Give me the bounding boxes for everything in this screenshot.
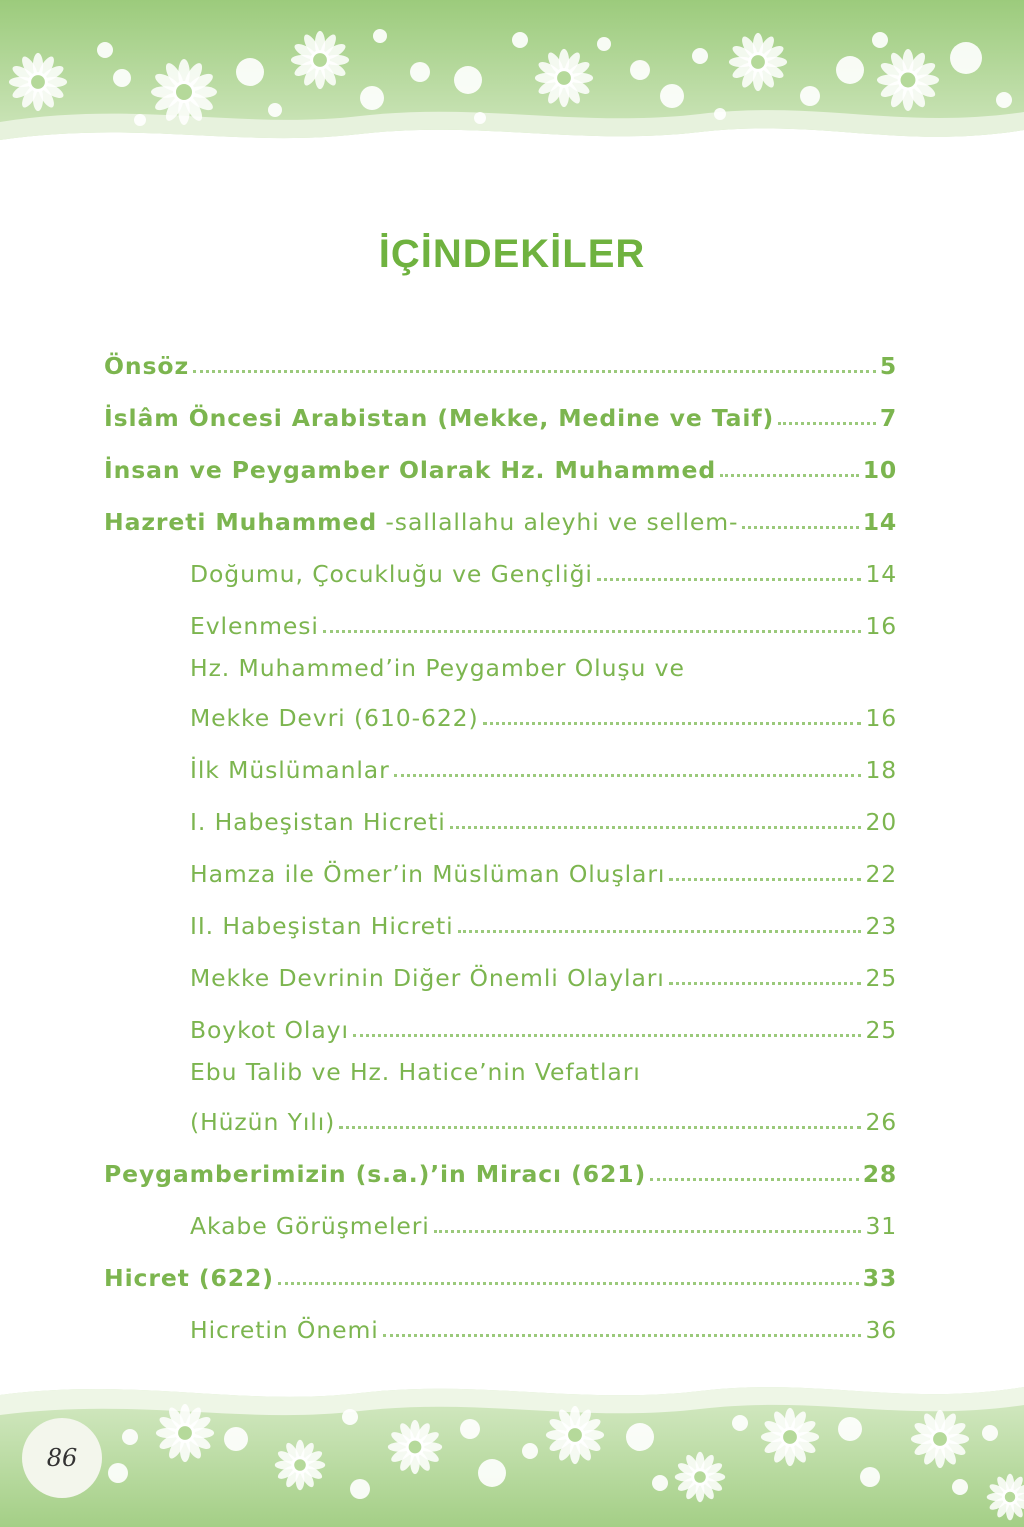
toc-entry-label: Hicretin Önemi (190, 1315, 379, 1344)
dot-decoration (838, 1417, 862, 1441)
toc-entry[interactable] (190, 694, 897, 730)
dot-decoration (714, 108, 726, 120)
toc-page-number: 25 (865, 1015, 897, 1044)
toc-entry-label (104, 1263, 274, 1292)
dot-decoration (660, 84, 684, 108)
dot-decoration (97, 42, 113, 58)
toc-page-number: 5 (879, 351, 897, 380)
floral-band-graphic-bottom (0, 1377, 1024, 1527)
toc-page-number: 14 (862, 507, 897, 536)
toc-page-number: 25 (865, 963, 897, 992)
toc-page-number: 26 (865, 1107, 897, 1136)
dot-decoration (342, 1409, 358, 1425)
toc-entry[interactable] (104, 1254, 897, 1290)
bottom-floral-band (0, 1377, 1024, 1527)
toc-page-number: 14 (865, 559, 897, 588)
toc-entry[interactable] (190, 1098, 897, 1134)
toc-entry-label-line1: Hz. Muhammed’in Peygamber Oluşu ve (190, 654, 685, 682)
toc-entry-label: Akabe Görüşmeleri (190, 1211, 430, 1240)
toc-entry-label (104, 507, 739, 536)
toc-entry-label: Mekke Devrinin Diğer Önemli Olayları (190, 963, 665, 992)
toc-entry-bold-label: İnsan ve Peygamber Olarak Hz. Muhammed (104, 455, 717, 484)
dot-decoration (360, 86, 384, 110)
toc-entry[interactable] (190, 602, 897, 638)
dot-decoration (454, 66, 482, 94)
dot-decoration (460, 1419, 480, 1439)
dot-decoration (860, 1467, 880, 1487)
dot-leader (278, 1282, 859, 1285)
floral-band-graphic (0, 0, 1024, 160)
toc-page-number: 36 (865, 1315, 897, 1344)
toc-entry[interactable] (190, 550, 897, 586)
toc-entry-label: İlk Müslümanlar (190, 755, 390, 784)
toc-entry[interactable] (190, 1202, 897, 1238)
dot-decoration (373, 29, 387, 43)
dot-leader (458, 930, 862, 933)
toc-entry-label: Doğumu, Çocukluğu ve Gençliği (190, 559, 593, 588)
dot-decoration (122, 1429, 138, 1445)
toc-entry-bold-label: İslâm Öncesi Arabistan (Mekke, Medine ve Taif) (104, 403, 775, 432)
toc-entry[interactable] (190, 746, 897, 782)
toc-entry-label-line1: Ebu Talib ve Hz. Hatice’nin Vefatları (190, 1058, 641, 1086)
toc-entry-bold-label: Önsöz (104, 351, 190, 380)
toc-entry-label (104, 403, 775, 432)
dot-decoration (597, 37, 611, 51)
toc-entry[interactable] (190, 954, 897, 990)
toc-page-number: 18 (865, 755, 897, 784)
dot-decoration (982, 1425, 998, 1441)
dot-leader (339, 1126, 861, 1129)
toc-page-number: 23 (865, 911, 897, 940)
toc-entry-label: I. Habeşistan Hicreti (190, 807, 446, 836)
dot-decoration (512, 32, 528, 48)
dot-decoration (224, 1427, 248, 1451)
toc-entry-label: Boykot Olayı (190, 1015, 349, 1044)
toc-entry[interactable] (104, 446, 897, 482)
dot-decoration (522, 1443, 538, 1459)
toc-entry[interactable] (190, 1306, 897, 1342)
dot-decoration (474, 112, 486, 124)
toc-page-number: 16 (865, 703, 897, 732)
toc-entry[interactable] (190, 1006, 897, 1042)
dot-decoration (410, 62, 430, 82)
toc-page-number: 22 (865, 859, 897, 888)
toc-entry[interactable] (104, 394, 897, 430)
toc-entry-label: Mekke Devri (610-622) (190, 703, 479, 732)
dot-decoration (478, 1459, 506, 1487)
toc-entry[interactable] (104, 342, 897, 378)
toc-entry-label (104, 1159, 647, 1188)
dot-decoration (268, 103, 282, 117)
toc-entry[interactable] (190, 850, 897, 886)
dot-decoration (692, 48, 708, 64)
toc-entry-label (104, 351, 190, 380)
toc-entry[interactable] (190, 798, 897, 834)
dot-decoration (236, 58, 264, 86)
dot-leader (193, 370, 876, 373)
dot-leader (669, 982, 862, 985)
dot-decoration (836, 56, 864, 84)
toc-entry[interactable] (104, 1150, 897, 1186)
page-number: 86 (22, 1418, 102, 1498)
toc-page-number: 31 (865, 1211, 897, 1240)
dot-leader (650, 1178, 859, 1181)
toc-page-number: 10 (862, 455, 897, 484)
dot-decoration (630, 60, 650, 80)
dot-leader (323, 630, 862, 633)
toc-entry-label: II. Habeşistan Hicreti (190, 911, 454, 940)
dot-decoration (950, 42, 982, 74)
top-floral-band (0, 0, 1024, 160)
dot-leader (450, 826, 862, 829)
dot-leader (383, 1334, 862, 1337)
dot-leader (669, 878, 861, 881)
dot-decoration (652, 1475, 668, 1491)
toc-page-number: 28 (862, 1159, 897, 1188)
toc-page-number: 33 (862, 1263, 897, 1292)
toc-entry-bold-label: Peygamberimizin (s.a.)’in Miracı (621) (104, 1159, 647, 1188)
dot-decoration (872, 32, 888, 48)
toc-entry-label (104, 455, 717, 484)
toc-entry-label: Evlenmesi (190, 611, 319, 640)
dot-leader (394, 774, 862, 777)
dot-decoration (626, 1423, 654, 1451)
dot-decoration (134, 114, 146, 126)
dot-leader (353, 1034, 862, 1037)
toc-entry[interactable] (190, 902, 897, 938)
toc-entry-bold-label: Hazreti Muhammed (104, 507, 378, 536)
dot-leader (434, 1230, 862, 1233)
dot-decoration (996, 92, 1012, 108)
dot-decoration (350, 1479, 370, 1499)
page-title: İÇİNDEKİLER (378, 232, 646, 276)
dot-leader (720, 474, 859, 477)
toc-entry[interactable] (104, 498, 897, 534)
toc-page-number: 16 (865, 611, 897, 640)
toc-entry-bold-label: Hicret (622) (104, 1263, 274, 1292)
dot-leader (597, 578, 862, 581)
dot-leader (778, 422, 876, 425)
toc-page-number: 20 (865, 807, 897, 836)
dot-decoration (952, 1479, 968, 1495)
dot-decoration (108, 1463, 128, 1483)
toc-entry-subtitle: -sallallahu aleyhi ve sellem- (377, 507, 739, 536)
dot-leader (742, 526, 858, 529)
toc-page-number: 7 (879, 403, 897, 432)
dot-leader (483, 722, 862, 725)
toc-entry-label: (Hüzün Yılı) (190, 1107, 336, 1136)
dot-decoration (113, 69, 131, 87)
toc-entry-label: Hamza ile Ömer’in Müslüman Oluşları (190, 859, 666, 888)
dot-decoration (800, 86, 820, 106)
dot-decoration (732, 1415, 748, 1431)
